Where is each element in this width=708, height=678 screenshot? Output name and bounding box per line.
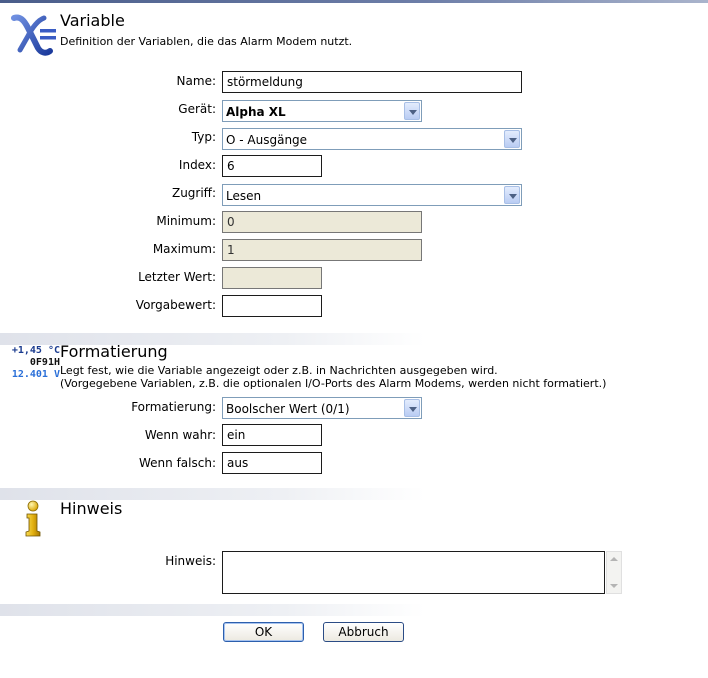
zugriff-label: Zugriff: — [171, 186, 216, 200]
index-label: Index: — [178, 158, 216, 172]
chevron-down-icon[interactable] — [504, 130, 520, 148]
wenn-wahr-input[interactable]: ein — [222, 424, 322, 446]
section-divider — [0, 604, 708, 616]
wenn-falsch-input[interactable]: aus — [222, 452, 322, 474]
vorgabewert-input[interactable] — [222, 295, 322, 317]
letzter-wert-label: Letzter Wert: — [138, 270, 216, 284]
info-icon — [22, 500, 44, 538]
section-description-variable: Definition der Variablen, die das Alarm Modem nutzt. — [60, 35, 353, 48]
chevron-down-icon[interactable] — [504, 186, 520, 204]
ok-button[interactable]: OK — [223, 622, 304, 642]
hinweis-scrollbar[interactable] — [606, 551, 622, 594]
vorgabewert-label: Vorgabewert: — [135, 298, 216, 312]
hinweis-label: Hinweis: — [165, 554, 216, 568]
minimum-label: Minimum: — [156, 214, 216, 228]
name-input[interactable]: störmeldung — [222, 71, 522, 93]
top-bar — [0, 0, 708, 3]
section-title-variable: Variable — [60, 11, 125, 30]
formatierung-label: Formatierung: — [131, 400, 216, 414]
maximum-input[interactable]: 1 — [222, 239, 422, 261]
letzter-wert-input[interactable] — [222, 267, 322, 289]
cancel-button[interactable]: Abbruch — [323, 622, 404, 642]
zugriff-select-value: Lesen — [226, 189, 262, 203]
temperature-display-icon — [8, 345, 60, 381]
typ-label: Typ: — [191, 130, 216, 144]
zugriff-select[interactable] — [222, 184, 522, 206]
formatierung-select[interactable] — [222, 397, 422, 419]
minimum-input[interactable]: 0 — [222, 211, 422, 233]
temp-line-1: +1,45 °C — [11, 345, 60, 356]
geraet-select[interactable] — [222, 100, 422, 122]
temp-line-3: 12.401 V — [11, 369, 60, 380]
section-title-formatierung: Formatierung — [60, 342, 168, 361]
geraet-label: Gerät: — [178, 102, 216, 116]
temp-line-2: 0F91H — [29, 357, 60, 368]
section-description-formatierung-1: Legt fest, wie die Variable angezeigt oder z.B. in Nachrichten ausgegeben wird. — [60, 364, 498, 377]
maximum-label: Maximum: — [152, 242, 216, 256]
hinweis-textarea[interactable] — [222, 551, 605, 594]
section-title-hinweis: Hinweis — [60, 499, 123, 518]
chevron-down-icon[interactable] — [404, 102, 420, 120]
variable-x-icon — [8, 12, 58, 56]
wenn-wahr-label: Wenn wahr: — [144, 428, 216, 442]
typ-select[interactable] — [222, 128, 522, 150]
geraet-select-value: Alpha XL — [226, 105, 286, 119]
name-label: Name: — [176, 74, 216, 88]
index-input[interactable]: 6 — [222, 155, 322, 177]
section-description-formatierung-2: (Vorgegebene Variablen, z.B. die optionalen I/O-Ports des Alarm Modems, werden nicht formatiert.) — [60, 377, 607, 390]
wenn-falsch-label: Wenn falsch: — [139, 456, 216, 470]
chevron-down-icon[interactable] — [404, 399, 420, 417]
formatierung-select-value: Boolscher Wert (0/1) — [226, 402, 350, 416]
scroll-down-icon[interactable] — [607, 579, 621, 593]
typ-select-value: O - Ausgänge — [226, 133, 308, 147]
scroll-up-icon[interactable] — [607, 552, 621, 566]
